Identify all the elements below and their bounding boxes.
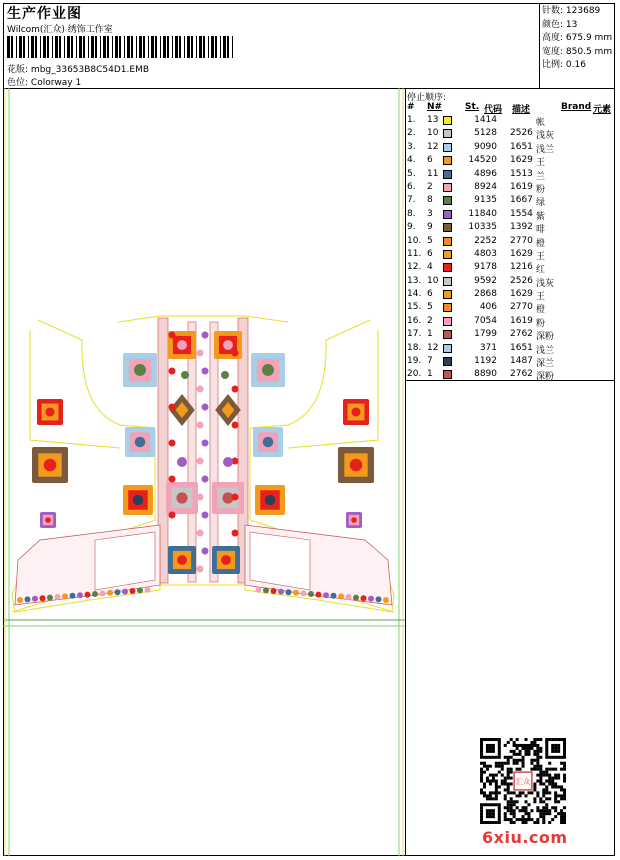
needle-number: 10: [427, 128, 439, 139]
stop-sequence-row: [407, 261, 615, 274]
stop-sequence-row: [407, 181, 615, 194]
row-index: 18.: [407, 342, 422, 353]
stitch-count: 9592: [474, 275, 497, 286]
stop-sequence-row: [407, 288, 615, 301]
band-dot: [77, 592, 83, 598]
stop-sequence-row: [407, 342, 615, 355]
stop-sequence-row: [407, 235, 615, 248]
colorway-name: Colorway 1: [30, 78, 82, 88]
band-dot: [40, 595, 46, 601]
motif-dot: [202, 548, 209, 555]
band-dot: [62, 593, 68, 599]
row-index: 19.: [407, 356, 422, 367]
needle-number: 5: [427, 235, 433, 246]
motif-dot: [177, 457, 187, 467]
row-index: 8.: [407, 208, 416, 219]
motif-core: [262, 364, 274, 376]
color-swatch: [443, 143, 452, 152]
stop-sequence-list: [407, 114, 615, 382]
thread-description: 浅灰: [536, 131, 555, 142]
thread-description: 兰: [536, 171, 546, 182]
needle-number: 7: [427, 356, 433, 367]
stitch-count: 406: [479, 302, 497, 313]
motif-core: [265, 495, 276, 506]
band-dot: [376, 596, 382, 602]
stop-sequence-row: [407, 141, 615, 154]
stop-sequence-row: [407, 127, 615, 140]
needle-number: 13: [427, 115, 439, 125]
thread-code: 2526: [510, 275, 533, 286]
band-dot: [256, 587, 262, 593]
needle-number: 10: [427, 275, 439, 286]
stop-sequence-row: [407, 154, 615, 167]
needle-number: 6: [427, 155, 433, 166]
thread-description: 浅兰: [536, 144, 555, 155]
motif-dot: [232, 386, 239, 393]
design-stats: 针数: 123689 颜色: 13 高度: 675.9 mm 宽度: 850.5 mm 比例: 0.16: [542, 6, 613, 71]
band-dot: [346, 594, 352, 600]
needle-number: 6: [427, 289, 433, 300]
stop-sequence-row: [407, 208, 615, 221]
collar-outline: [118, 316, 288, 322]
thread-code: 2762: [510, 329, 533, 340]
thread-description: 王: [536, 251, 546, 262]
color-swatch: [443, 170, 452, 179]
thread-description: 王: [536, 292, 546, 303]
needle-number: 4: [427, 262, 433, 273]
color-swatch: [443, 303, 452, 312]
motif-dot: [232, 422, 239, 429]
needle-number: 1: [427, 369, 433, 380]
thread-code: 1651: [510, 141, 533, 152]
band-dot: [353, 595, 359, 601]
thread-description: 深粉: [536, 372, 555, 383]
motif-dot: [232, 494, 239, 501]
thread-code: 1392: [510, 222, 533, 233]
band-dot: [25, 596, 31, 602]
thread-description: 绿: [536, 198, 546, 209]
motif-dot: [169, 440, 176, 447]
needle-number: 3: [427, 208, 433, 219]
band-dot: [115, 589, 121, 595]
color-swatch: [443, 344, 452, 353]
motif-dot: [197, 422, 204, 429]
motif-core: [133, 495, 144, 506]
motif-dot: [232, 530, 239, 537]
thread-description: 橙: [536, 238, 546, 249]
motif-dot: [202, 512, 209, 519]
thread-code: 1629: [510, 248, 533, 259]
design-file-label: 花版:: [7, 65, 29, 75]
band-dot: [100, 590, 106, 596]
stop-sequence-row: [407, 355, 615, 368]
motif-dot: [169, 512, 176, 519]
color-swatch: [443, 290, 452, 299]
color-swatch: [443, 277, 452, 286]
band-dot: [47, 595, 53, 601]
color-swatch: [443, 116, 452, 125]
thread-code: 1629: [510, 155, 533, 166]
stitch-count: 10335: [468, 222, 497, 233]
band-dot: [17, 597, 23, 603]
motif-dot: [202, 404, 209, 411]
stop-sequence-row: [407, 301, 615, 314]
thread-description: 啡: [536, 225, 546, 236]
thread-code: 2526: [510, 128, 533, 139]
row-index: 10.: [407, 235, 422, 246]
motif-core: [135, 437, 146, 448]
color-swatch: [443, 250, 452, 259]
thread-code: 1513: [510, 168, 533, 179]
stitch-count: 11840: [468, 208, 497, 219]
stop-sequence-row: [407, 275, 615, 288]
motif-dot: [181, 371, 189, 379]
stitch-count: 371: [479, 342, 497, 353]
qr-badge-text: 汇众: [515, 777, 531, 787]
needle-number: 1: [427, 329, 433, 340]
thread-description: 帐: [536, 118, 546, 128]
thread-code: 1619: [510, 181, 533, 192]
motif-dot: [169, 476, 176, 483]
thread-code: 1619: [510, 315, 533, 326]
band-dot: [338, 593, 344, 599]
stop-sequence-row: [407, 315, 615, 328]
thread-description: 紫: [536, 211, 546, 222]
motif-dot: [197, 530, 204, 537]
motif-dot: [169, 404, 176, 411]
thread-code: 1629: [510, 289, 533, 300]
band-dot: [55, 594, 61, 600]
motif-core: [350, 459, 363, 472]
band-dot: [137, 587, 143, 593]
motif-dot: [202, 476, 209, 483]
stop-sequence-row: [407, 168, 615, 181]
thread-description: 王: [536, 158, 546, 169]
stats-divider: [539, 3, 540, 88]
stitch-count: 123689: [565, 6, 601, 16]
motif-dot: [197, 566, 204, 573]
motif-dot: [169, 368, 176, 375]
motif-dot: [197, 350, 204, 357]
stitch-count: 14520: [468, 155, 497, 166]
stitch-count: 4803: [474, 248, 497, 259]
motif-core: [177, 555, 187, 565]
design-width: 850.5 mm: [565, 46, 613, 57]
motif-dot: [197, 494, 204, 501]
row-index: 5.: [407, 168, 416, 179]
color-swatch: [443, 357, 452, 366]
thread-description: 浅兰: [536, 345, 555, 356]
band-dot: [361, 595, 367, 601]
color-swatch: [443, 237, 452, 246]
thread-description: 橙: [536, 305, 546, 316]
band-dot: [301, 590, 307, 596]
stop-sequence-row: [407, 248, 615, 261]
band-dot: [107, 590, 113, 596]
band-dot: [271, 588, 277, 594]
needle-number: 6: [427, 248, 433, 259]
needle-number: 12: [427, 141, 439, 152]
color-swatch: [443, 183, 452, 192]
thread-code: 1216: [510, 262, 533, 273]
row-index: 1.: [407, 115, 416, 125]
motif-dot: [197, 458, 204, 465]
panel-divider: [405, 88, 406, 856]
needle-number: 2: [427, 315, 433, 326]
band-dot: [308, 591, 314, 597]
stitch-count: 1799: [474, 329, 497, 340]
motif-core: [263, 437, 274, 448]
band-dot: [368, 596, 374, 602]
color-swatch: [443, 317, 452, 326]
studio-name: Wilcom(汇众) 绣饰工作室: [7, 25, 113, 35]
row-index: 6.: [407, 181, 416, 192]
motif-dot: [169, 332, 176, 339]
color-swatch: [443, 129, 452, 138]
motif-dot: [223, 457, 233, 467]
row-index: 20.: [407, 369, 422, 380]
thread-description: 红: [536, 265, 546, 276]
row-index: 12.: [407, 262, 422, 273]
watermark-logo: 6xiu.com: [482, 828, 568, 847]
stitch-count: 9178: [474, 262, 497, 273]
thread-code: 2770: [510, 235, 533, 246]
band-dot: [316, 592, 322, 598]
thread-description: 深粉: [536, 332, 555, 343]
motif-dot: [202, 332, 209, 339]
stitch-count: 4896: [474, 168, 497, 179]
needle-number: 9: [427, 222, 433, 233]
band-dot: [383, 597, 389, 603]
thread-code: 2770: [510, 302, 533, 313]
band-dot: [145, 587, 151, 593]
design-file-name: mbg_33653B8C54D1.EMB: [30, 65, 150, 75]
motif-core: [351, 517, 357, 523]
thread-description: 深兰: [536, 359, 555, 370]
thread-description: 浅灰: [536, 278, 555, 289]
left-armhole-outline: [30, 330, 120, 448]
stitch-count: 5128: [474, 128, 497, 139]
row-index: 15.: [407, 302, 422, 313]
stop-sequence-row: [407, 114, 615, 127]
stop-sequence-row: [407, 221, 615, 234]
color-count: 13: [565, 19, 578, 30]
stitch-count: 8924: [474, 181, 497, 192]
thread-code: 1487: [510, 356, 533, 367]
row-index: 3.: [407, 141, 416, 152]
colorway-label: 色位:: [7, 78, 29, 88]
motif-core: [177, 340, 187, 350]
thread-code: 1651: [510, 342, 533, 353]
band-dot: [130, 588, 136, 594]
motif-core: [134, 364, 146, 376]
row-index: 13.: [407, 275, 422, 286]
sheet-title: 生产作业图: [7, 6, 82, 22]
thread-description: 粉: [536, 318, 546, 329]
thread-code: 2762: [510, 369, 533, 380]
band-dot: [70, 593, 76, 599]
stop-sequence-header: # N# St. 代码 描述 Brand 元素: [407, 102, 612, 115]
stitch-count: 1414: [474, 115, 497, 125]
qr-code: [480, 738, 566, 824]
stitch-count: 9135: [474, 195, 497, 206]
color-swatch: [443, 370, 452, 379]
needle-number: 8: [427, 195, 433, 206]
row-index: 17.: [407, 329, 422, 340]
motif-core: [44, 459, 57, 472]
stitch-count: 9090: [474, 141, 497, 152]
stop-sequence-title: 停止顺序:: [407, 93, 447, 103]
motif-core: [221, 555, 231, 565]
band-dot: [263, 587, 269, 593]
motif-core: [45, 407, 54, 416]
band-dot: [122, 589, 128, 595]
row-index: 9.: [407, 222, 416, 233]
band-dot: [278, 589, 284, 595]
motif-dot: [202, 368, 209, 375]
color-swatch: [443, 210, 452, 219]
design-height: 675.9 mm: [565, 33, 613, 44]
motif-core: [351, 407, 360, 416]
thread-code: 1667: [510, 195, 533, 206]
needle-number: 12: [427, 342, 439, 353]
row-index: 11.: [407, 248, 422, 259]
thread-description: 粉: [536, 184, 546, 195]
row-index: 7.: [407, 195, 416, 206]
thread-code: 1554: [510, 208, 533, 219]
band-dot: [293, 590, 299, 596]
band-dot: [323, 592, 329, 598]
design-scale: 0.16: [565, 60, 586, 71]
color-swatch: [443, 263, 452, 272]
stop-sequence-row: [407, 328, 615, 341]
color-swatch: [443, 156, 452, 165]
row-index: 4.: [407, 155, 416, 166]
stitch-count: 8890: [474, 369, 497, 380]
right-armhole-outline: [288, 330, 378, 448]
color-swatch: [443, 330, 452, 339]
motif-core: [45, 517, 51, 523]
band-dot: [85, 592, 91, 598]
row-index: 2.: [407, 128, 416, 139]
stop-sequence-row: [407, 194, 615, 207]
band-dot: [286, 589, 292, 595]
needle-number: 2: [427, 181, 433, 192]
needle-number: 11: [427, 168, 439, 179]
motif-dot: [197, 386, 204, 393]
needle-number: 5: [427, 302, 433, 313]
color-swatch: [443, 196, 452, 205]
stitch-count: 1192: [474, 356, 497, 367]
motif-dot: [202, 440, 209, 447]
band-dot: [92, 591, 98, 597]
motif-dot: [232, 350, 239, 357]
stitch-count: 7054: [474, 315, 497, 326]
band-dot: [331, 593, 337, 599]
row-index: 16.: [407, 315, 422, 326]
color-swatch: [443, 223, 452, 232]
motif-core: [176, 492, 187, 503]
row-index: 14.: [407, 289, 422, 300]
stop-sequence-row: [407, 368, 615, 381]
motif-core: [223, 340, 233, 350]
band-dot: [32, 596, 38, 602]
motif-dot: [221, 371, 229, 379]
stitch-count: 2252: [474, 235, 497, 246]
stitch-count: 2868: [474, 289, 497, 300]
